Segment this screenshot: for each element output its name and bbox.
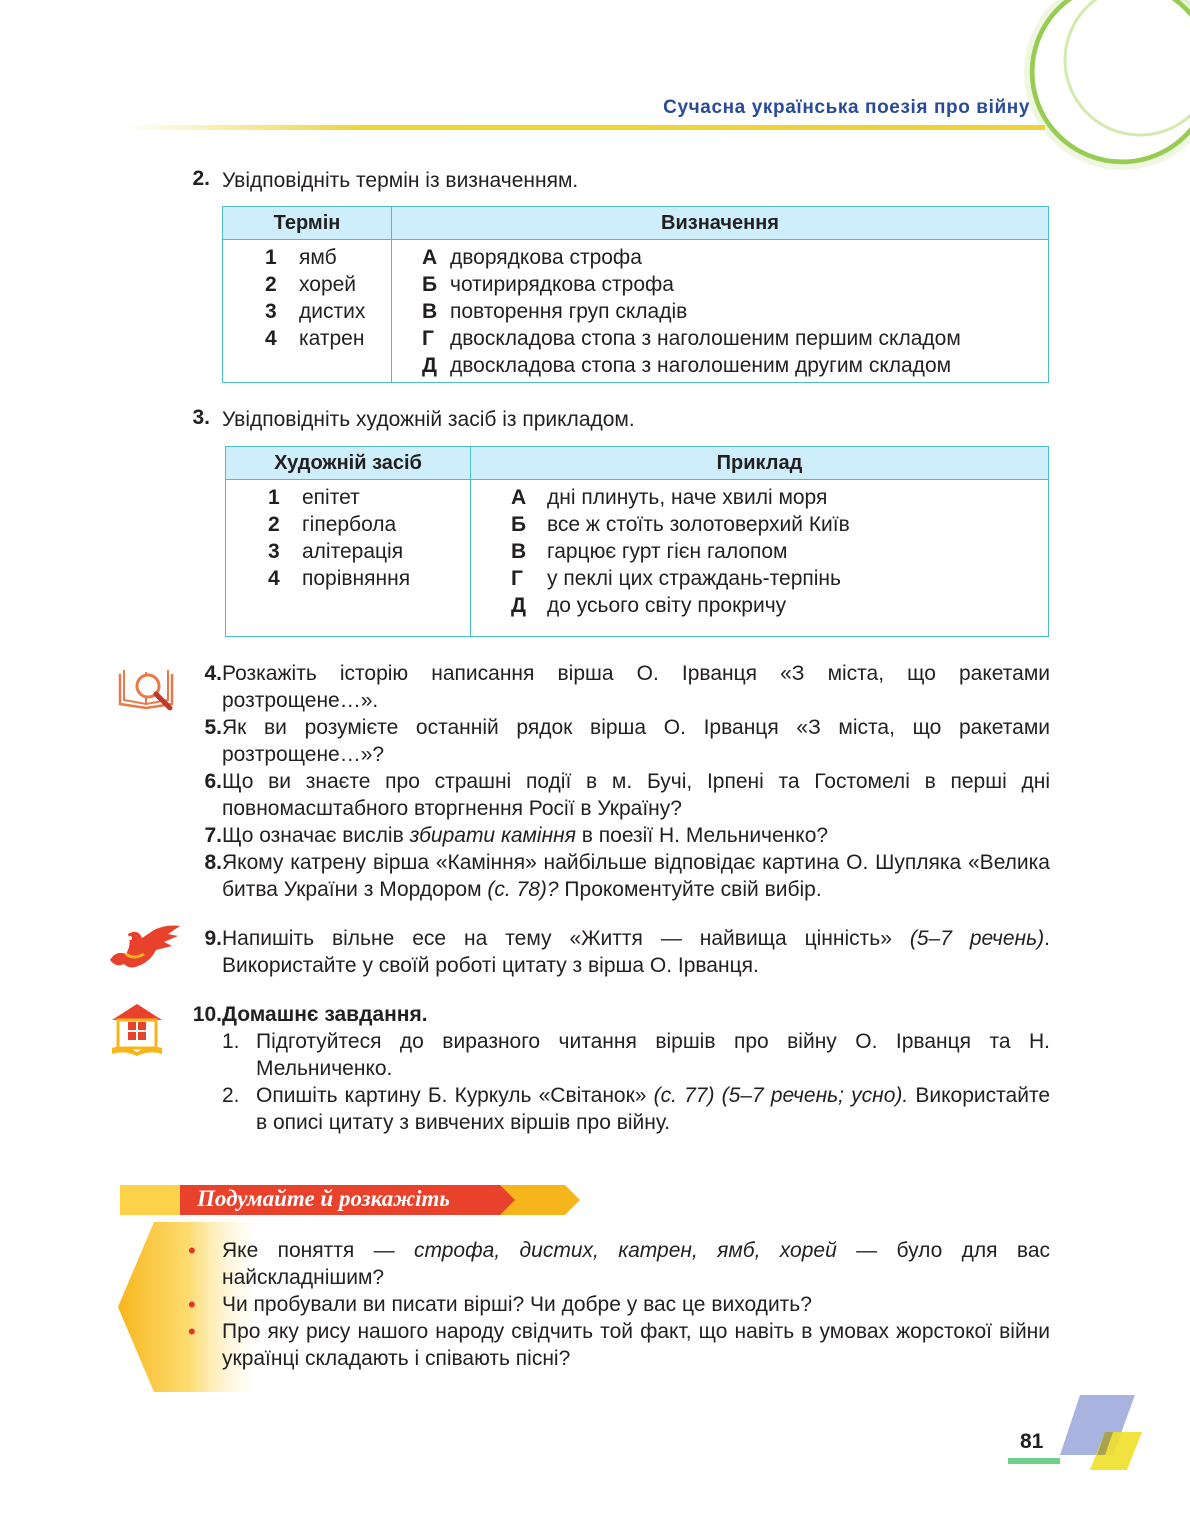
list-item: Д двоскладова стопа з наголошеним другим складом xyxy=(422,354,952,377)
question-8: 8. Якому катрену вірша «Каміння» найбільше відповідає картина О. Шупляка «Велика битва України з Мордором (с. 78)? Прокоментуйте свій вибір. xyxy=(204,851,1050,901)
question-5: 5. Як ви розумієте останній рядок вірша О. Ірванця «З міста, що ракетами розтрощене…»? xyxy=(204,716,1050,766)
question-text: Увідповідніть художній засіб із прикладом. xyxy=(222,408,635,431)
list-item: 2 гіпербола xyxy=(268,513,397,536)
definition-list xyxy=(392,240,1048,379)
question-10: 10. Домашнє завдання. xyxy=(192,1003,428,1026)
list-item: А дворядкова строфа xyxy=(422,246,642,269)
example-list xyxy=(471,480,1048,619)
running-header: Сучасна українська поезія про війну xyxy=(663,97,1030,118)
pegasus-icon xyxy=(104,920,184,972)
list-item: 3 алітерація xyxy=(268,540,404,563)
list-item: Г двоскладова стопа з наголошеним першим складом xyxy=(422,327,961,350)
table-header: Визначення xyxy=(392,207,1049,240)
question-number: 3. xyxy=(192,406,210,429)
table-header: Художній засіб xyxy=(226,447,471,480)
list-item: В повторення груп складів xyxy=(422,300,688,323)
question-7: 7. Що означає вислів збирати каміння в поезії Н. Мельниченко? xyxy=(204,824,829,847)
list-item: Б чотирирядкова строфа xyxy=(422,273,674,296)
homework-item-1: 1. Підготуйтеся до виразного читання віршів про війну О. Ірванця та Н. Мельниченко. xyxy=(222,1030,1050,1080)
table-header: Термін xyxy=(223,207,392,240)
list-item: 4 порівняння xyxy=(268,567,411,590)
header-decoration xyxy=(1010,0,1190,170)
devices-table xyxy=(225,446,1049,637)
list-item: 1 ямб xyxy=(265,246,337,269)
list-item: Б все ж стоїть золотоверхий Київ xyxy=(511,513,850,536)
list-item: • Яке поняття — строфа, дистих, катрен, ямб, хорей — було для вас найскладнішим? xyxy=(188,1238,1050,1289)
discuss-title: Подумайте й розкажіть xyxy=(197,1186,450,1211)
list-item: • Про яку рису нашого народу свідчить той факт, що навіть в умовах жорстокої війни українці складають і співають пісні? xyxy=(188,1319,1050,1370)
list-item: А дні плинуть, наче хвилі моря xyxy=(511,486,828,509)
list-item: Д до усього світу прокричу xyxy=(511,594,787,617)
table-header: Приклад xyxy=(471,447,1049,480)
list-item: 3 дистих xyxy=(265,300,366,323)
terms-table xyxy=(222,206,1049,383)
question-number: 2. xyxy=(192,167,210,190)
device-list xyxy=(226,480,470,592)
header-rule xyxy=(125,125,1045,130)
question-4: 4. Розкажіть історію написання вірша О. Ірванця «З міста, що ракетами розтрощене…». xyxy=(204,662,1050,712)
discuss-bullets xyxy=(188,1237,1050,1372)
question-9: 9. Напишіть вільне есе на тему «Життя — найвища цінність» (5–7 речень). Використайте у своїй роботі цитату з вірша О. Ірванця. xyxy=(204,927,1050,977)
list-item: • Чи пробували ви писати вірші? Чи добре у вас це виходить? xyxy=(188,1292,812,1317)
term-list xyxy=(223,240,391,352)
list-item: 2 хорей xyxy=(265,273,357,296)
question-6: 6. Що ви знаєте про страшні події в м. Бучі, Ірпені та Гостомелі в перші дні повномасштабного вторгнення Росії в Україну? xyxy=(204,770,1050,820)
list-item: 1 епітет xyxy=(268,486,360,509)
question-text: Увідповідніть термін із визначенням. xyxy=(222,169,579,192)
homework-item-2: 2. Опишіть картину Б. Куркуль «Світанок» (с. 77) (5–7 речень; усно). Використайте в описі цитату з вивчених віршів про війну. xyxy=(222,1084,1050,1134)
questions-block xyxy=(180,660,1050,1136)
book-magnifier-icon xyxy=(116,664,178,712)
list-item: В гарцює гурт гієн галопом xyxy=(511,540,788,563)
home-book-icon xyxy=(108,1000,166,1058)
list-item: 4 катрен xyxy=(265,327,365,350)
list-item: Г у пеклі цих страждань-терпінь xyxy=(511,567,841,590)
homework-title: Домашнє завдання. xyxy=(222,1003,428,1026)
page-number: 81 xyxy=(1020,1430,1044,1453)
